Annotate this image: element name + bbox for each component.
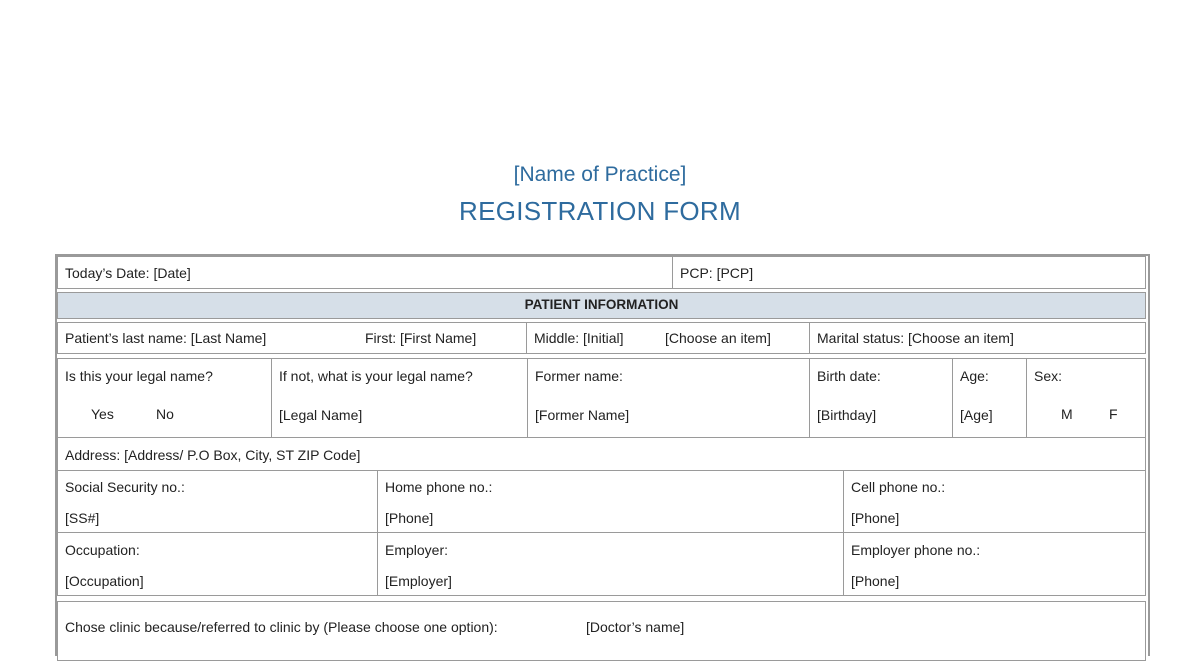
employer-field[interactable] xyxy=(377,532,844,596)
legal-name-value: [Legal Name] xyxy=(279,407,363,423)
legal-name-question-field xyxy=(57,358,272,438)
birth-date-field[interactable] xyxy=(809,358,953,438)
middle-initial-label: Middle: [Initial] xyxy=(534,330,624,346)
last-name-label: Patient’s last name: [Last Name] xyxy=(65,330,267,346)
sex-field xyxy=(1026,358,1146,438)
registration-table xyxy=(55,254,1150,656)
pcp-label: PCP: [PCP] xyxy=(680,265,754,281)
social-security-value: [SS#] xyxy=(65,510,100,526)
age-value: [Age] xyxy=(960,407,993,423)
referral-field[interactable] xyxy=(57,601,1146,661)
middle-initial-field[interactable] xyxy=(526,322,810,354)
referral-label: Chose clinic because/referred to clinic by (Please choose one option): xyxy=(65,619,498,635)
occupation-label: Occupation: xyxy=(65,542,140,558)
employer-value: [Employer] xyxy=(385,573,452,589)
address-label: Address: [Address/ P.O Box, City, ST ZIP Code] xyxy=(65,447,361,463)
former-name-field[interactable] xyxy=(527,358,810,438)
home-phone-value: [Phone] xyxy=(385,510,434,526)
form-title: REGISTRATION FORM xyxy=(459,196,741,226)
cell-phone-value: [Phone] xyxy=(851,510,900,526)
marital-status-field[interactable] xyxy=(809,322,1146,354)
sex-label: Sex: xyxy=(1034,368,1063,384)
section-title: PATIENT INFORMATION xyxy=(524,297,679,312)
todays-date-field[interactable] xyxy=(57,256,673,289)
legal-name-no-option[interactable]: No xyxy=(156,406,174,422)
sex-f-option[interactable]: F xyxy=(1109,406,1118,422)
first-name-label: First: [First Name] xyxy=(365,330,477,346)
home-phone-field[interactable] xyxy=(377,470,844,533)
home-phone-label: Home phone no.: xyxy=(385,479,493,495)
legal-name-question: Is this your legal name? xyxy=(65,368,213,384)
section-header-patient-information xyxy=(57,292,1146,319)
birth-date-value: [Birthday] xyxy=(817,407,877,423)
cell-phone-field[interactable] xyxy=(843,470,1146,533)
occupation-value: [Occupation] xyxy=(65,573,144,589)
occupation-field[interactable] xyxy=(57,532,378,596)
social-security-label: Social Security no.: xyxy=(65,479,185,495)
legal-name-field[interactable] xyxy=(271,358,528,438)
age-label: Age: xyxy=(960,368,989,384)
legal-name-label: If not, what is your legal name? xyxy=(279,368,473,384)
legal-name-yes-option[interactable]: Yes xyxy=(91,406,114,422)
marital-status-label: Marital status: [Choose an item] xyxy=(817,330,1014,346)
social-security-field[interactable] xyxy=(57,470,378,533)
doctor-name-value: [Doctor’s name] xyxy=(586,619,685,635)
age-field[interactable] xyxy=(952,358,1027,438)
practice-name: [Name of Practice] xyxy=(513,163,687,186)
birth-date-label: Birth date: xyxy=(817,368,881,384)
choose-item-dropdown[interactable]: [Choose an item] xyxy=(665,330,771,346)
employer-phone-value: [Phone] xyxy=(851,573,900,589)
address-field[interactable] xyxy=(57,437,1146,471)
last-first-name-field[interactable] xyxy=(57,322,527,354)
former-name-value: [Former Name] xyxy=(535,407,630,423)
employer-phone-label: Employer phone no.: xyxy=(851,542,981,558)
todays-date-label: Today’s Date: [Date] xyxy=(65,265,191,281)
sex-m-option[interactable]: M xyxy=(1061,406,1073,422)
employer-phone-field[interactable] xyxy=(843,532,1146,596)
employer-label: Employer: xyxy=(385,542,449,558)
pcp-field[interactable] xyxy=(672,256,1146,289)
cell-phone-label: Cell phone no.: xyxy=(851,479,946,495)
former-name-label: Former name: xyxy=(535,368,623,384)
